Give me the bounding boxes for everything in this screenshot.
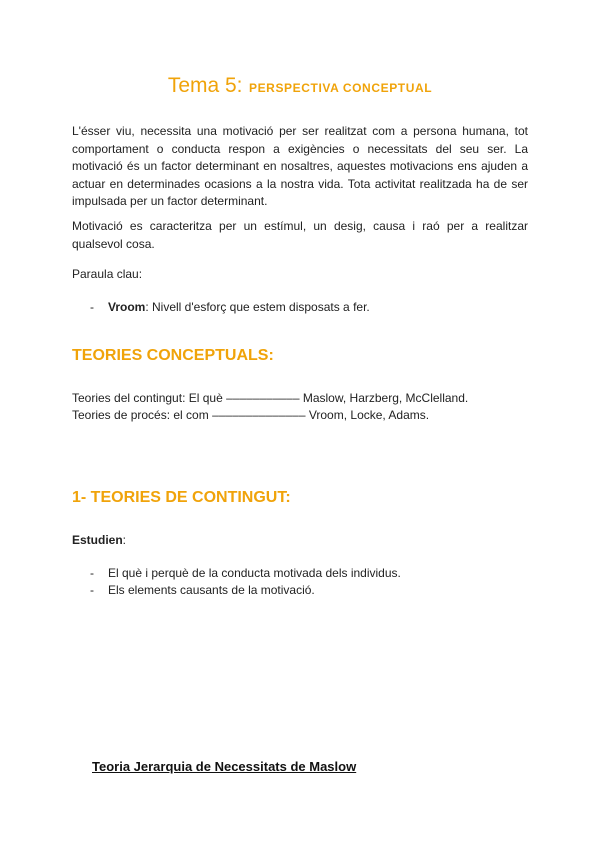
intro-paragraph-1: L'ésser viu, necessita una motivació per ser realitzat com a persona humana, tot comportament o conducta respon a exigències o necessitats del seu ser. La motivació és un factor determinant en nosaltres, aquestes motivacions ens ajuden a actuar en determinades ocasions a la nostra vida. Tota activitat realitzada ha de ser impulsada per un factor determinant. xyxy=(72,124,528,208)
process-theories-line: Teories de procés: el com –––––––––––––– Vroom, Locke, Adams. xyxy=(72,408,430,422)
intro-paragraph-2: Motivació es caracteritza per un estímul, un desig, causa i raó per a realitzar qualsevol cosa. xyxy=(72,219,528,251)
keyword-list-item xyxy=(90,299,370,317)
keyword-term: Vroom xyxy=(108,300,146,314)
content-theories-line: Teories del contingut: El què ––––––––––– Maslow, Harzberg, McClelland. xyxy=(72,391,469,405)
maslow-section-title: Teoria Jerarquia de Necessitats de Maslow xyxy=(92,759,357,774)
list-item xyxy=(90,565,401,583)
list-item-text: El què i perquè de la conducta motivada dels individus. xyxy=(108,566,401,580)
list-dash: - xyxy=(90,566,94,580)
list-item-text: Els elements causants de la motivació. xyxy=(108,583,315,597)
conceptual-theories-heading: TEORIES CONCEPTUALS: xyxy=(72,347,274,364)
study-colon: : xyxy=(122,533,127,547)
document-title xyxy=(0,74,600,98)
keyword-definition: : Nivell d'esforç que estem disposats a fer. xyxy=(145,300,370,314)
content-theories-heading: 1- TEORIES DE CONTINGUT: xyxy=(72,489,291,506)
keyword-label: Paraula clau: xyxy=(72,267,143,281)
study-label-line xyxy=(72,532,126,550)
list-dash: - xyxy=(90,300,94,314)
list-dash: - xyxy=(90,583,94,597)
study-label: Estudien xyxy=(72,533,123,547)
list-item xyxy=(90,582,315,600)
title-main: Tema 5: xyxy=(167,74,243,97)
title-subtitle: PERSPECTIVA CONCEPTUAL xyxy=(248,81,433,95)
